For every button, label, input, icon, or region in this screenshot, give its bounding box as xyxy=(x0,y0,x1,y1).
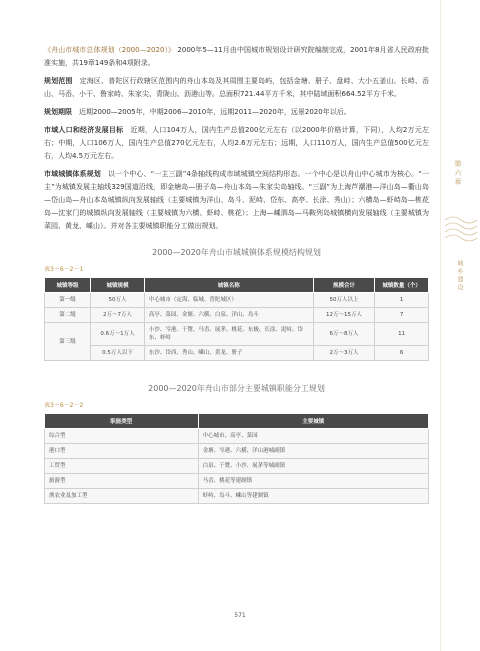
table-cell: 中心城市、高亭、菜园 xyxy=(198,429,428,444)
table-row xyxy=(45,459,429,474)
col-header: 城镇等级 xyxy=(45,278,91,293)
col-header: 城镇规模 xyxy=(91,278,145,293)
table-cell: 港口型 xyxy=(45,444,199,459)
table2-caption: 2000—2020年舟山市部分主要城镇职能分工规划 xyxy=(148,384,325,393)
paragraph-population-goals xyxy=(44,124,429,163)
col-header: 城镇名称 xyxy=(144,278,313,293)
table-cell: 中心城市（定海、临城、普陀城区） xyxy=(144,293,313,308)
table-cell: 金塘、岑港、六横、洋山港城副镇 xyxy=(198,444,428,459)
table-row xyxy=(45,429,429,444)
chapter-label: 第六章 xyxy=(454,160,462,187)
table-cell: 0.6万～1万人 xyxy=(91,323,145,346)
table-row xyxy=(45,489,429,504)
table-cell: 虾峙、岛斗、嵊山等建制镇 xyxy=(198,489,428,504)
table-header-row xyxy=(45,278,429,293)
table-cell: 50万人以上 xyxy=(313,293,374,308)
table-cell: 高亭、菜园、金塘、六横、白泉、洋山、岛斗 xyxy=(144,308,313,323)
table2-number: 表3－6－2－2 xyxy=(44,402,84,409)
table-header-row xyxy=(45,414,429,429)
table-cell: 小沙、岑港、干覽、马岙、展茅、桃花、东极、长涂、泥峙、岱东、虾峙 xyxy=(144,323,313,346)
table-cell: 白泉、干覽、小沙、展茅等城副镇 xyxy=(198,459,428,474)
table-row xyxy=(45,474,429,489)
col-header: 城镇数量（个） xyxy=(375,278,429,293)
col-header: 主要城镇 xyxy=(198,414,428,429)
plan-title: 《舟山市城市总体规划（2000—2020）》 xyxy=(44,46,176,54)
page-number: 571 xyxy=(234,612,246,619)
term-label: 规划范围 xyxy=(44,77,73,85)
table-cell: 综合型 xyxy=(45,429,199,444)
term-label: 规划期限 xyxy=(44,108,72,116)
table-row xyxy=(45,293,429,308)
table-cell: 2万～7万人 xyxy=(91,308,145,323)
paragraph-plan-period xyxy=(44,106,429,119)
table-cell: 50万人 xyxy=(91,293,145,308)
table-cell: 2万～3万人 xyxy=(313,346,374,361)
col-header: 职能类型 xyxy=(45,414,199,429)
town-scale-table xyxy=(44,277,429,361)
table-cell: 12万～15万人 xyxy=(313,308,374,323)
main-content xyxy=(44,44,429,504)
table-cell: 马岙、桃花等建制镇 xyxy=(198,474,428,489)
col-header: 规模合计 xyxy=(313,278,374,293)
table-cell: 11 xyxy=(375,323,429,346)
table-cell: 旅游型 xyxy=(45,474,199,489)
table-cell: 1 xyxy=(375,293,429,308)
paragraph-town-system xyxy=(44,168,429,233)
table-cell: 6 xyxy=(375,346,429,361)
table-row xyxy=(45,323,429,346)
table-cell: 0.5万人以下 xyxy=(91,346,145,361)
paragraph-text: 近期，人口104万人，国内生产总值200亿元左右（以2000年价格计算，下同），人均2万元左右；中期，人口106万人，国内生产总值270亿元左右，人均2.6万元左右；远期，人口110万人，国内生产总值500亿元左右，人均4.5万元左右。 xyxy=(44,126,430,160)
section-label: 城乡建设 xyxy=(456,260,463,292)
table-cell: 6万～8万人 xyxy=(313,323,374,346)
paragraph-text: 以一个中心、“一主三副”4条轴线构成市域城镇空间结构形态。一个中心是以舟山中心城市为核心。“一主”为城镇发展主轴线329国道沿线，即金塘岛—册子岛—舟山本岛—朱家尖岛轴线。“三副”为上海芦潮港—洋山岛—衢山岛—岱山岛—舟山本岛城镇纵向发展轴线（主要城镇为洋山、岛斗、泥峙、岱东、高亭、长涂、秀山）；六横岛—虾峙岛—桃花岛—沈家门的城镇纵向发展轴线（主要城镇为六横、虾峙、桃花）；上海—嵊泗岛—马鞍列岛城镇横向发展轴线（主要城镇为菜园、黄龙、嵊山）。并对各主要城镇职能分工做出规划。 xyxy=(44,170,429,230)
chapter-side-tab xyxy=(443,150,480,350)
term-label: 市域城镇体系规划 xyxy=(44,170,101,178)
table-row xyxy=(45,346,429,361)
table-cell: 东沙、岱西、秀山、嵊山、黄龙、册子 xyxy=(144,346,313,361)
page-edge-rule xyxy=(440,0,441,651)
table-cell: 7 xyxy=(375,308,429,323)
paragraph-plan-overview xyxy=(44,44,429,70)
table-cell: 第一级 xyxy=(45,293,91,308)
paragraph-text: 近期2000—2005年，中期2006—2010年，远期2011—2020年，远景2020年以后。 xyxy=(79,108,351,116)
table-row xyxy=(45,444,429,459)
term-label: 市域人口和经济发展目标 xyxy=(44,126,124,134)
table1-number: 表3－6－2－1 xyxy=(44,266,84,273)
table-cell: 第二级 xyxy=(45,308,91,323)
table-cell: 工贸型 xyxy=(45,459,199,474)
town-function-table xyxy=(44,413,429,504)
paragraph-plan-scope xyxy=(44,75,429,101)
table-cell: 渔农业及加工型 xyxy=(45,489,199,504)
wave-ornament-icon xyxy=(443,210,480,250)
paragraph-text: 定海区、普陀区行政辖区范围内的舟山本岛及其周围主要岛屿，包括金塘、册子、盘峙、大小五釜山、长峙、岙山、马岙、小干、鲁家峙、朱家尖、青陇山、沥港山等。总面积721.44平方千米，其中陆域面积664.52平方千米。 xyxy=(44,77,430,98)
table1-caption: 2000—2020年舟山市城城镇体系规模结构规划 xyxy=(152,248,321,257)
table-cell: 第三级 xyxy=(45,323,91,361)
table-row xyxy=(45,308,429,323)
paragraph-text: 2000年5—11月由中国城市规划设计研究院编制完成，2001年8月省人民政府批准实施，共19章149条和4项附录。 xyxy=(44,46,429,67)
